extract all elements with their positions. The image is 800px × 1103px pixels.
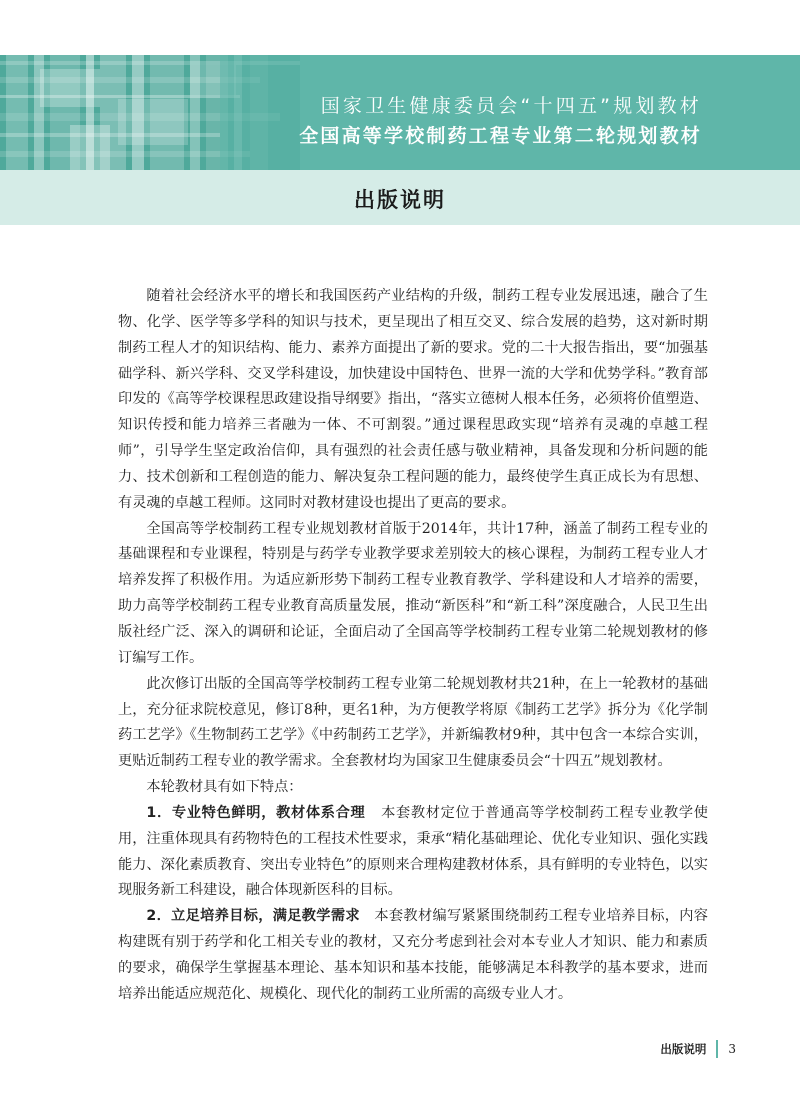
feature-heading: 1．专业特色鲜明，教材体系合理 xyxy=(146,804,366,821)
series-title-line1: 国家卫生健康委员会“十四五”规划教材 xyxy=(320,95,702,117)
footer-section-title: 出版说明 xyxy=(660,1042,707,1056)
feature-item xyxy=(118,801,708,904)
paragraph: 本轮教材具有如下特点： xyxy=(146,779,303,796)
footer-divider xyxy=(716,1040,718,1058)
paragraph: 全国高等学校制药工程专业规划教材首版于2014年，共计17种，涵盖了制药工程专业的基础课程和专业课程，特别是与药学专业教学要求差别较大的核心课程，为制药工程专业人才培养发挥了积极作用。为适应新形势下制药工程专业教育教学、学科建设和人才培养的需要，助力高等学校制药工程专业教育高质量发展，推动“新医科”和“新工科”深度融合，人民卫生出版社经广泛、深入的调研和论证，全面启动了全国高等学校制药工程专业第二轮规划教材的修订编写工作。 xyxy=(118,520,708,666)
feature-item xyxy=(118,904,708,1007)
page-footer xyxy=(660,1040,736,1058)
decorative-pattern xyxy=(0,55,300,170)
series-title-line2: 全国高等学校制药工程专业第二轮规划教材 xyxy=(299,125,702,147)
paragraph: 随着社会经济水平的增长和我国医药产业结构的升级，制药工程专业发展迅速，融合了生物、化学、医学等多学科的知识与技术，更呈现出了相互交叉、综合发展的趋势，这对新时期制药工程人才的知识结构、能力、素养方面提出了新的要求。党的二十大报告指出，要“加强基础学科、新兴学科、交叉学科建设，加快建设中国特色、世界一流的大学和优势学科。”教育部印发的《高等学校课程思政建设指导纲要》指出，“落实立德树人根本任务，必须将价值塑造、知识传授和能力培养三者融为一体、不可割裂。”通过课程思政实现“培养有灵魂的卓越工程师”，引导学生坚定政治信仰，具有强烈的社会责任感与敬业精神，具备发现和分析问题的能力、技术创新和工程创造的能力、解决复杂工程问题的能力，最终使学生真正成长为有思想、有灵魂的卓越工程师。这同时对教材建设也提出了更高的要求。 xyxy=(118,288,708,511)
page-title: 出版说明 xyxy=(354,188,446,212)
paragraph: 此次修订出版的全国高等学校制药工程专业第二轮规划教材共21种，在上一轮教材的基础上，充分征求院校意见，修订8种，更名1种，为方便教学将原《制药工艺学》拆分为《化学制药工艺学》《生物制药工艺学》《中药制药工艺学》，并新编教材9种，其中包含一本综合实训，更贴近制药工程专业的教学需求。全套教材均为国家卫生健康委员会“十四五”规划教材。 xyxy=(118,675,708,770)
feature-text: 本套教材定位于普通高等学校制药工程专业教学使用，注重体现具有药物特色的工程技术性要求，秉承“精化基础理论、优化专业知识、强化实践能力、深化素质教育、突出专业特色”的原则来合理构建教材体系，具有鲜明的专业特色，以实现服务新工科建设，融合体现新医科的目标。 xyxy=(118,804,708,899)
title-band xyxy=(0,170,800,225)
page-number: 3 xyxy=(728,1042,736,1056)
body-text xyxy=(118,284,708,1008)
feature-text: 本套教材编写紧紧围绕制药工程专业培养目标，内容构建既有别于药学和化工相关专业的教材，又充分考虑到社会对本专业人才知识、能力和素质的要求，确保学生掌握基本理论、基本知识和基本技能，能够满足本科教学的基本要求，进而培养出能适应规范化、规模化、现代化的制药工业所需的高级专业人才。 xyxy=(118,908,708,1002)
header-banner xyxy=(0,55,800,170)
feature-heading: 2．立足培养目标，满足教学需求 xyxy=(146,908,360,925)
